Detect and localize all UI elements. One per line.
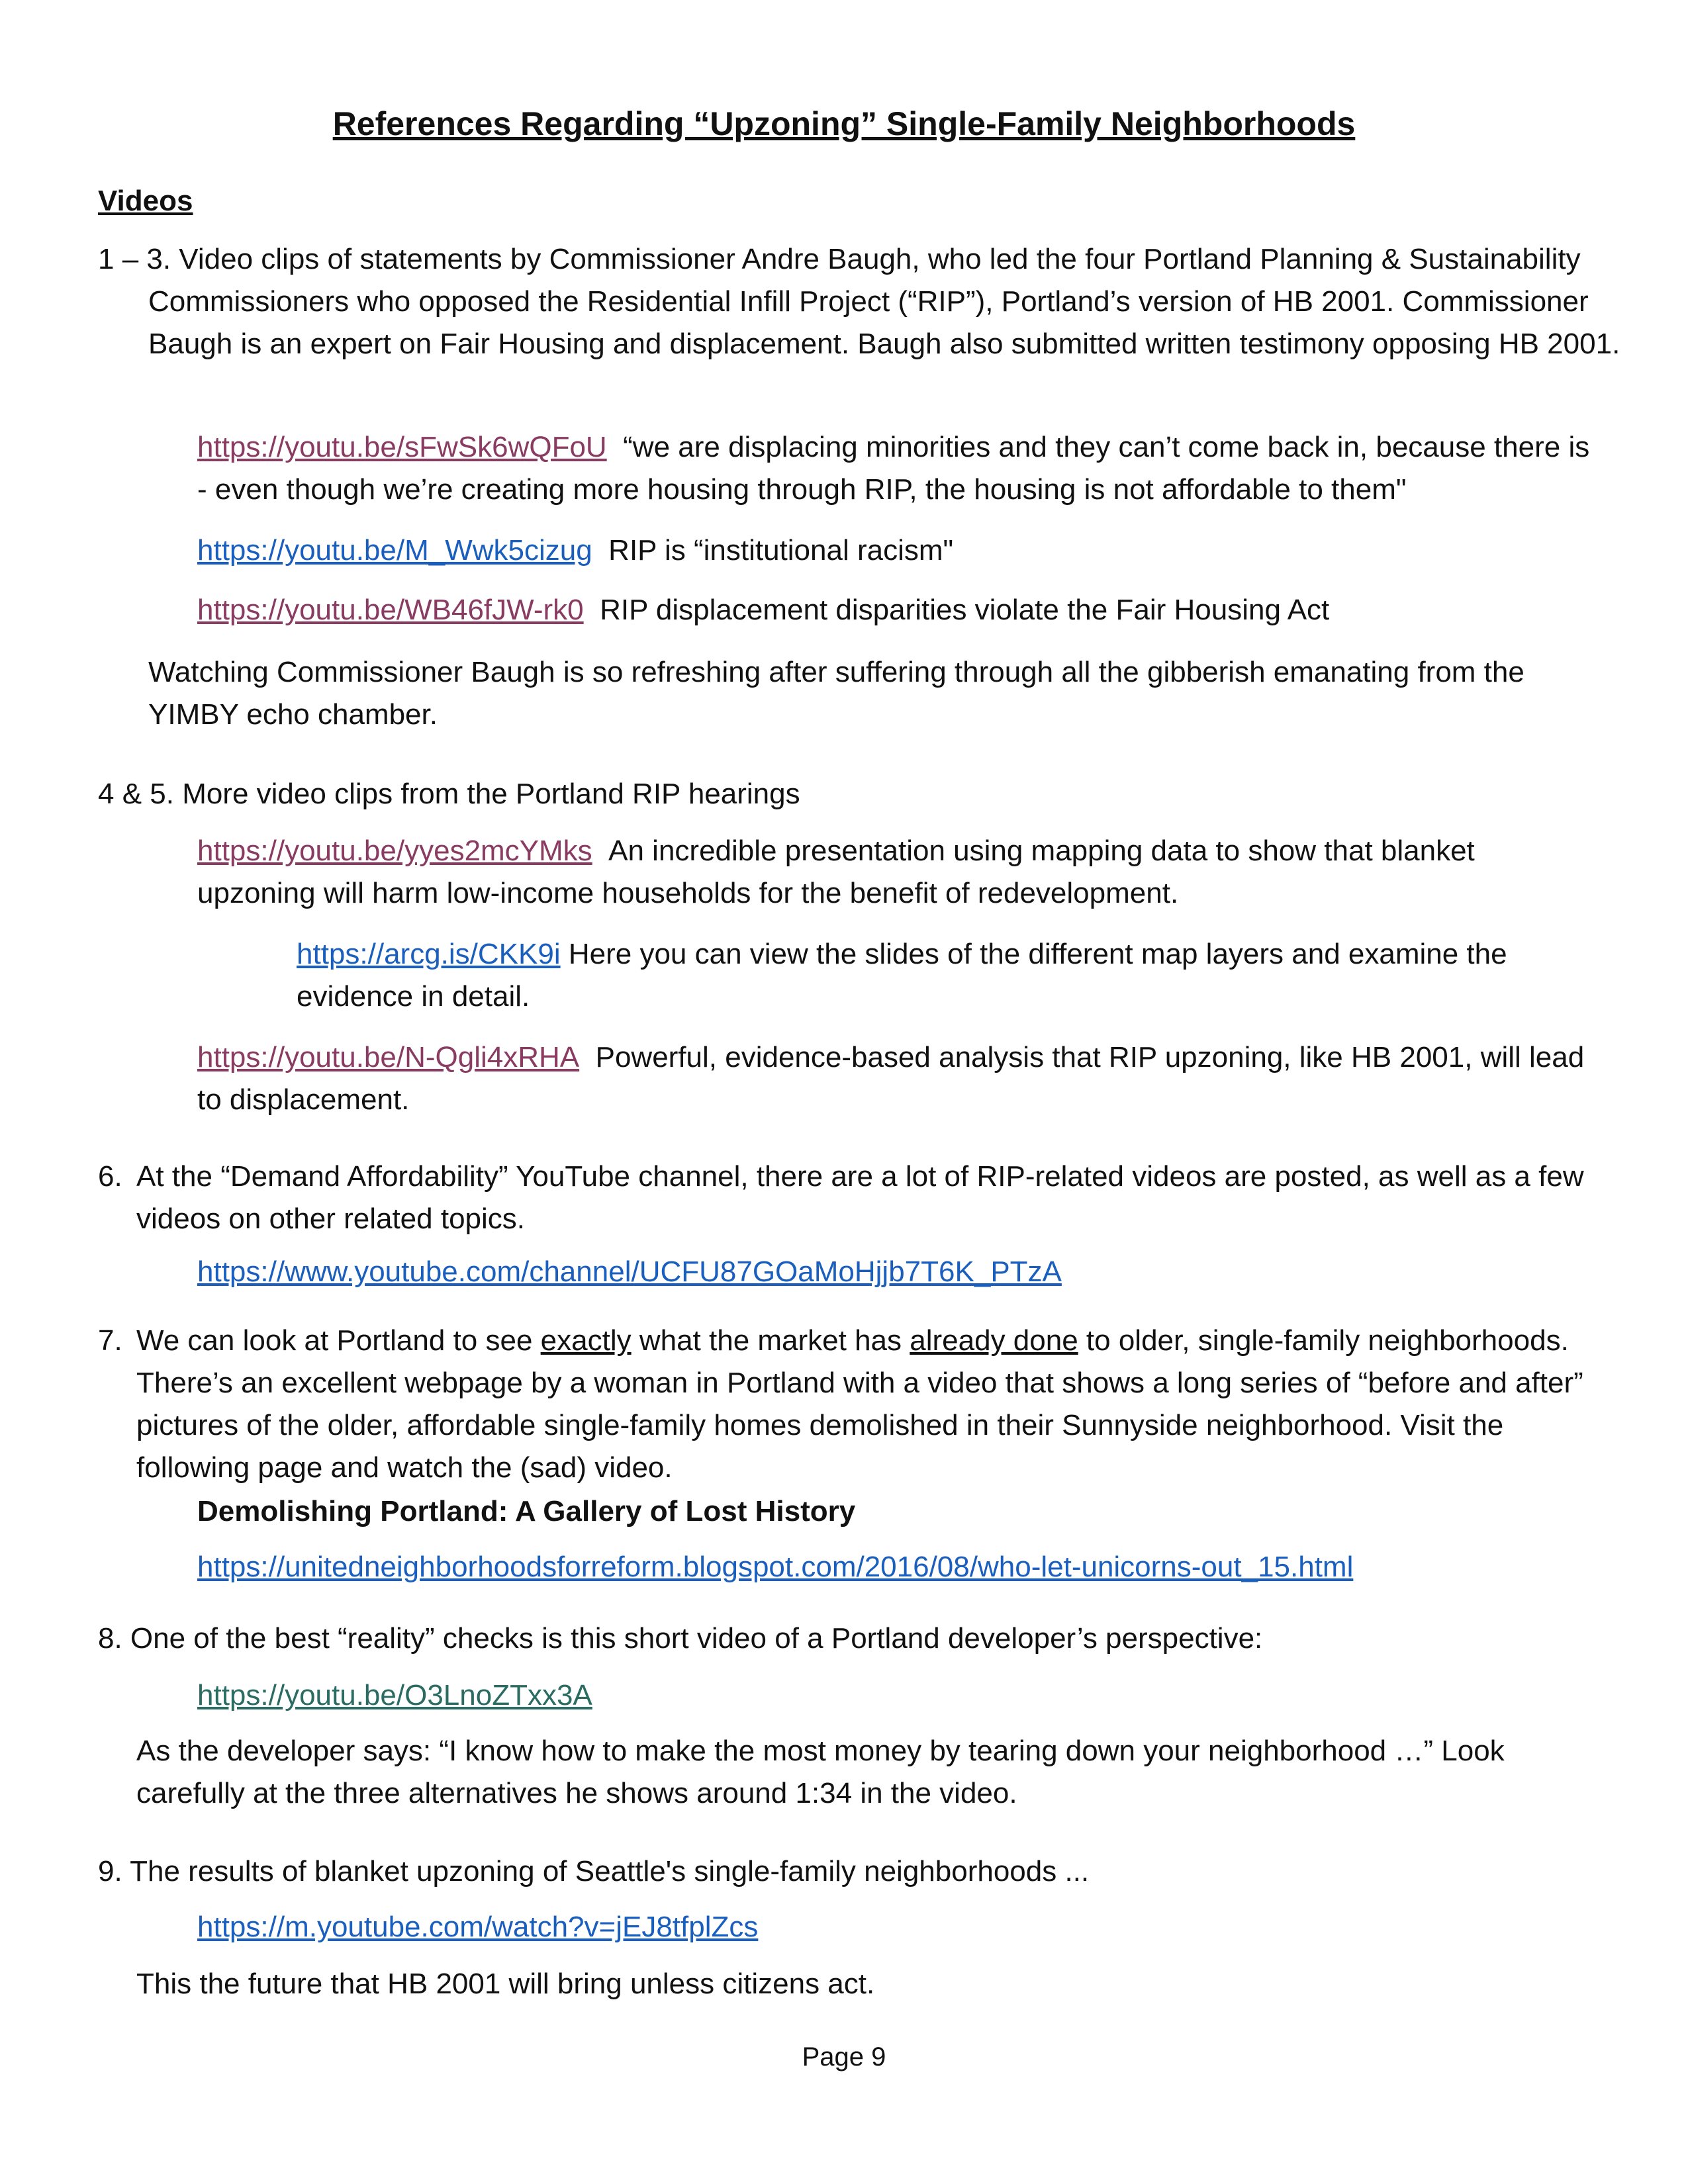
seattle-video-link[interactable]: https://m.youtube.com/watch?v=jEJ8tfplZcs xyxy=(197,1911,759,1943)
item-9-link-row xyxy=(197,1906,1601,1948)
section-heading-videos: Videos xyxy=(98,185,193,217)
item-8-link-row xyxy=(197,1674,1601,1717)
item-7-emphasis-exactly: exactly xyxy=(540,1324,632,1357)
video-link-2[interactable]: https://youtu.be/M_Wwk5cizug xyxy=(197,534,592,567)
video-link-3[interactable]: https://youtu.be/WB46fJW-rk0 xyxy=(197,594,584,626)
item-7-link-row xyxy=(197,1546,1601,1588)
video-link-2-desc: RIP is “institutional racism" xyxy=(608,534,954,567)
item-1-3-link-3-row xyxy=(197,589,1601,631)
item-4-5-link-2-row xyxy=(197,1036,1601,1121)
item-1-3-note: Watching Commissioner Baugh is so refreshing after suffering through all the gibberish emanating from the YIMBY echo chamber. xyxy=(148,656,1524,731)
item-7-text xyxy=(136,1320,1586,1489)
item-4-5-text: 4 & 5. More video clips from the Portland RIP hearings xyxy=(98,778,800,810)
video-link-5[interactable]: https://youtu.be/N-Qgli4xRHA xyxy=(197,1041,580,1073)
page-title: References Regarding “Upzoning” Single-Family Neighborhoods xyxy=(332,105,1356,142)
item-7-page-title: Demolishing Portland: A Gallery of Lost History xyxy=(197,1495,856,1527)
item-7-emphasis-already-done: already done xyxy=(910,1324,1078,1357)
blog-link[interactable]: https://unitedneighborhoodsforreform.blogspot.com/2016/08/who-let-unicorns-out_15.html xyxy=(197,1551,1354,1583)
item-4-5-link-1-row xyxy=(197,830,1601,915)
video-link-5-desc: Powerful, evidence-based analysis that RIP upzoning, like HB 2001, will lead to displacement. xyxy=(197,1041,1585,1116)
item-9-note: This the future that HB 2001 will bring unless citizens act. xyxy=(136,1968,875,2000)
video-link-4-desc: An incredible presentation using mapping data to show that blanket upzoning will harm low-income households for the benefit of redevelopment. xyxy=(197,835,1475,909)
item-1-3-link-1-row xyxy=(197,426,1601,511)
item-7-text-a: We can look at Portland to see xyxy=(136,1324,541,1357)
item-7-text-b: what the market has xyxy=(631,1324,910,1357)
video-link-4[interactable]: https://youtu.be/yyes2mcYMks xyxy=(197,835,592,867)
item-9-text: 9. The results of blanket upzoning of Seattle's single-family neighborhoods ... xyxy=(98,1855,1090,1888)
item-6-link-row xyxy=(197,1251,1601,1293)
video-link-1-desc: “we are displacing minorities and they can’t come back in, because there is - even though we’re creating more housing through RIP, the housing is not affordable to them" xyxy=(197,431,1590,506)
item-8-text: 8. One of the best “reality” checks is this short video of a Portland developer’s perspective: xyxy=(98,1622,1263,1655)
developer-video-link[interactable]: https://youtu.be/O3LnoZTxx3A xyxy=(197,1679,592,1711)
item-6-number: 6. xyxy=(98,1160,122,1193)
channel-link[interactable]: https://www.youtube.com/channel/UCFU87GOaMoHjjb7T6K_PTzA xyxy=(197,1255,1062,1288)
item-1-3-link-2-row xyxy=(197,529,1601,572)
item-7-text-c: to older, single-family neighborhoods. There’s an excellent webpage by a woman in Portland with a video that shows a long series of “before and after” pictures of the older, affordable single-family homes demolished in their Sunnyside neighborhood. Visit the following page and watch the (sad) video. xyxy=(136,1324,1583,1484)
slides-link[interactable]: https://arcg.is/CKK9i xyxy=(297,938,561,970)
video-link-3-desc: RIP displacement disparities violate the Fair Housing Act xyxy=(600,594,1330,626)
page-number: Page 9 xyxy=(802,2042,886,2071)
item-1-3-text: 1 – 3. Video clips of statements by Commissioner Andre Baugh, who led the four Portland Planning & Sustainability Commissioners who opposed the Residential Infill Project (“RIP”), Portland’s version of HB 2001. Commissioner Baugh is an expert on Fair Housing and displacement. Baugh also submitted written testimony opposing HB 2001. xyxy=(98,243,1620,360)
item-8-note: As the developer says: “I know how to make the most money by tearing down your neighborhood …” Look carefully at the three alternatives he shows around 1:34 in the video. xyxy=(136,1735,1505,1809)
slides-link-desc: Here you can view the slides of the different map layers and examine the evidence in detail. xyxy=(297,938,1507,1013)
item-6-text: At the “Demand Affordability” YouTube channel, there are a lot of RIP-related videos are posted, as well as a few videos on other related topics. xyxy=(136,1160,1584,1235)
video-link-1[interactable]: https://youtu.be/sFwSk6wQFoU xyxy=(197,431,607,463)
item-7-number: 7. xyxy=(98,1324,122,1357)
item-4-5-sublink-row xyxy=(297,933,1607,1018)
